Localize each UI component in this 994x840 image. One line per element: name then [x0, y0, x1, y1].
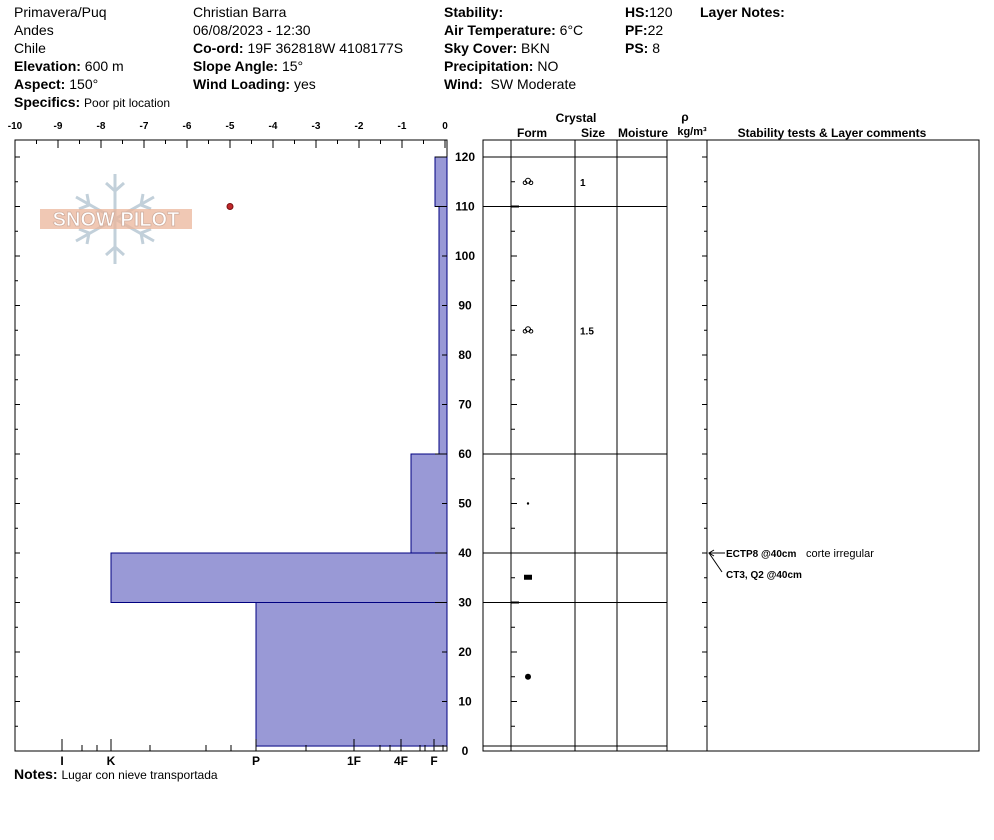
hardness-bar	[111, 553, 447, 603]
rho-header: ρ	[681, 110, 689, 124]
coord-field: Co-ord: 19F 362818W 4108177S	[193, 40, 404, 56]
hs-field: HS:120	[625, 4, 673, 20]
aspect-field: Aspect: 150°	[14, 76, 99, 92]
form-header: Form	[517, 126, 547, 140]
depth-tick-label: 80	[458, 348, 472, 362]
depth-tick-label: 120	[454, 150, 476, 164]
hardness-axis-label: I	[60, 754, 64, 768]
depth-tick-label: 100	[454, 249, 476, 263]
top-axis-tick-label: -6	[182, 121, 192, 132]
depth-tick-label: 30	[458, 595, 472, 610]
crystal-form-symbol-decomposing	[523, 327, 533, 333]
density-unit-header: kg/m³	[677, 126, 707, 138]
top-axis-tick-label: -10	[7, 121, 23, 132]
top-axis-tick-label: -5	[225, 121, 235, 132]
wind-loading-field: Wind Loading: yes	[193, 76, 316, 92]
temperature-point	[227, 204, 233, 210]
stability-arrow	[709, 553, 722, 572]
top-axis-tick-label: -3	[311, 121, 321, 132]
top-axis-tick-label: -9	[53, 121, 63, 132]
specifics-field: Specifics: Poor pit location	[14, 94, 171, 110]
depth-tick-label: 70	[458, 397, 472, 412]
pf-field: PF:22	[625, 22, 664, 38]
sky-cover-field: Sky Cover: BKN	[444, 40, 550, 56]
crystal-size-label: 1	[580, 177, 586, 189]
stability-test-label: ECTP8 @40cm	[726, 549, 797, 560]
top-axis-tick-label: -1	[397, 121, 407, 132]
depth-tick-label: 60	[458, 447, 472, 461]
observer-name: Christian Barra	[193, 4, 287, 20]
top-axis-tick-label: -4	[268, 121, 278, 132]
top-axis-tick-label: -2	[354, 121, 364, 132]
top-axis-tick-label: -8	[96, 121, 106, 132]
stability-comment-label: corte irregular	[806, 548, 874, 560]
hardness-axis-label: 1F	[346, 754, 362, 768]
depth-tick-label: 20	[458, 645, 472, 659]
svg-text:SNOW PILOT: SNOW PILOT	[52, 209, 180, 231]
depth-tick-label: 0	[461, 744, 469, 758]
air-temp-field: Air Temperature: 6°C	[444, 22, 584, 38]
crystal-size-label: 1.5	[580, 326, 594, 338]
top-axis-tick-label: 0	[442, 121, 448, 132]
stability-test-label: CT3, Q2 @40cm	[726, 570, 802, 581]
size-header: Size	[580, 126, 606, 140]
moisture-header: Moisture	[617, 126, 669, 140]
layer-notes-label: Layer Notes:	[700, 4, 785, 20]
crystal-form-symbol-rounded	[525, 674, 531, 680]
hardness-bar	[256, 603, 447, 747]
crystal-form-symbol-small	[527, 502, 529, 504]
notes-field: Notes: Lugar con nieve transportada	[14, 766, 218, 782]
slope-field: Slope Angle: 15°	[193, 58, 304, 74]
crystal-table-frame	[483, 140, 979, 751]
precip-field: Precipitation: NO	[444, 58, 559, 74]
location-title: Primavera/Puq	[14, 4, 107, 20]
stability-field: Stability:	[444, 4, 504, 20]
datetime: 06/08/2023 - 12:30	[193, 22, 311, 38]
depth-tick-label: 50	[458, 496, 472, 511]
elevation-field: Elevation: 600 m	[14, 58, 124, 74]
depth-tick-label: 40	[458, 546, 472, 560]
hardness-bar	[435, 157, 447, 207]
crystal-form-symbol-decomposing	[523, 178, 533, 184]
crystal-form-symbol-ice	[524, 575, 532, 580]
depth-tick-label: 10	[458, 694, 472, 709]
hardness-axis-label: P	[251, 754, 261, 768]
hardness-axis-label: 4F	[393, 754, 409, 768]
hardness-bar	[439, 207, 447, 455]
country-name: Chile	[14, 40, 46, 56]
wind-field: Wind: SW Moderate	[444, 76, 577, 92]
crystal-header: Crystal	[555, 111, 597, 125]
stability-header: Stability tests & Layer comments	[737, 126, 927, 140]
snowpilot-logo	[40, 174, 192, 264]
ps-field: PS: 8	[625, 40, 661, 56]
depth-tick-label: 90	[458, 298, 472, 313]
range-name: Andes	[14, 22, 54, 38]
hardness-axis-label: K	[106, 754, 116, 768]
hardness-axis-label: F	[430, 754, 438, 768]
top-axis-tick-label: -7	[139, 121, 149, 132]
depth-tick-label: 110	[455, 199, 475, 214]
hardness-bar	[411, 454, 447, 553]
